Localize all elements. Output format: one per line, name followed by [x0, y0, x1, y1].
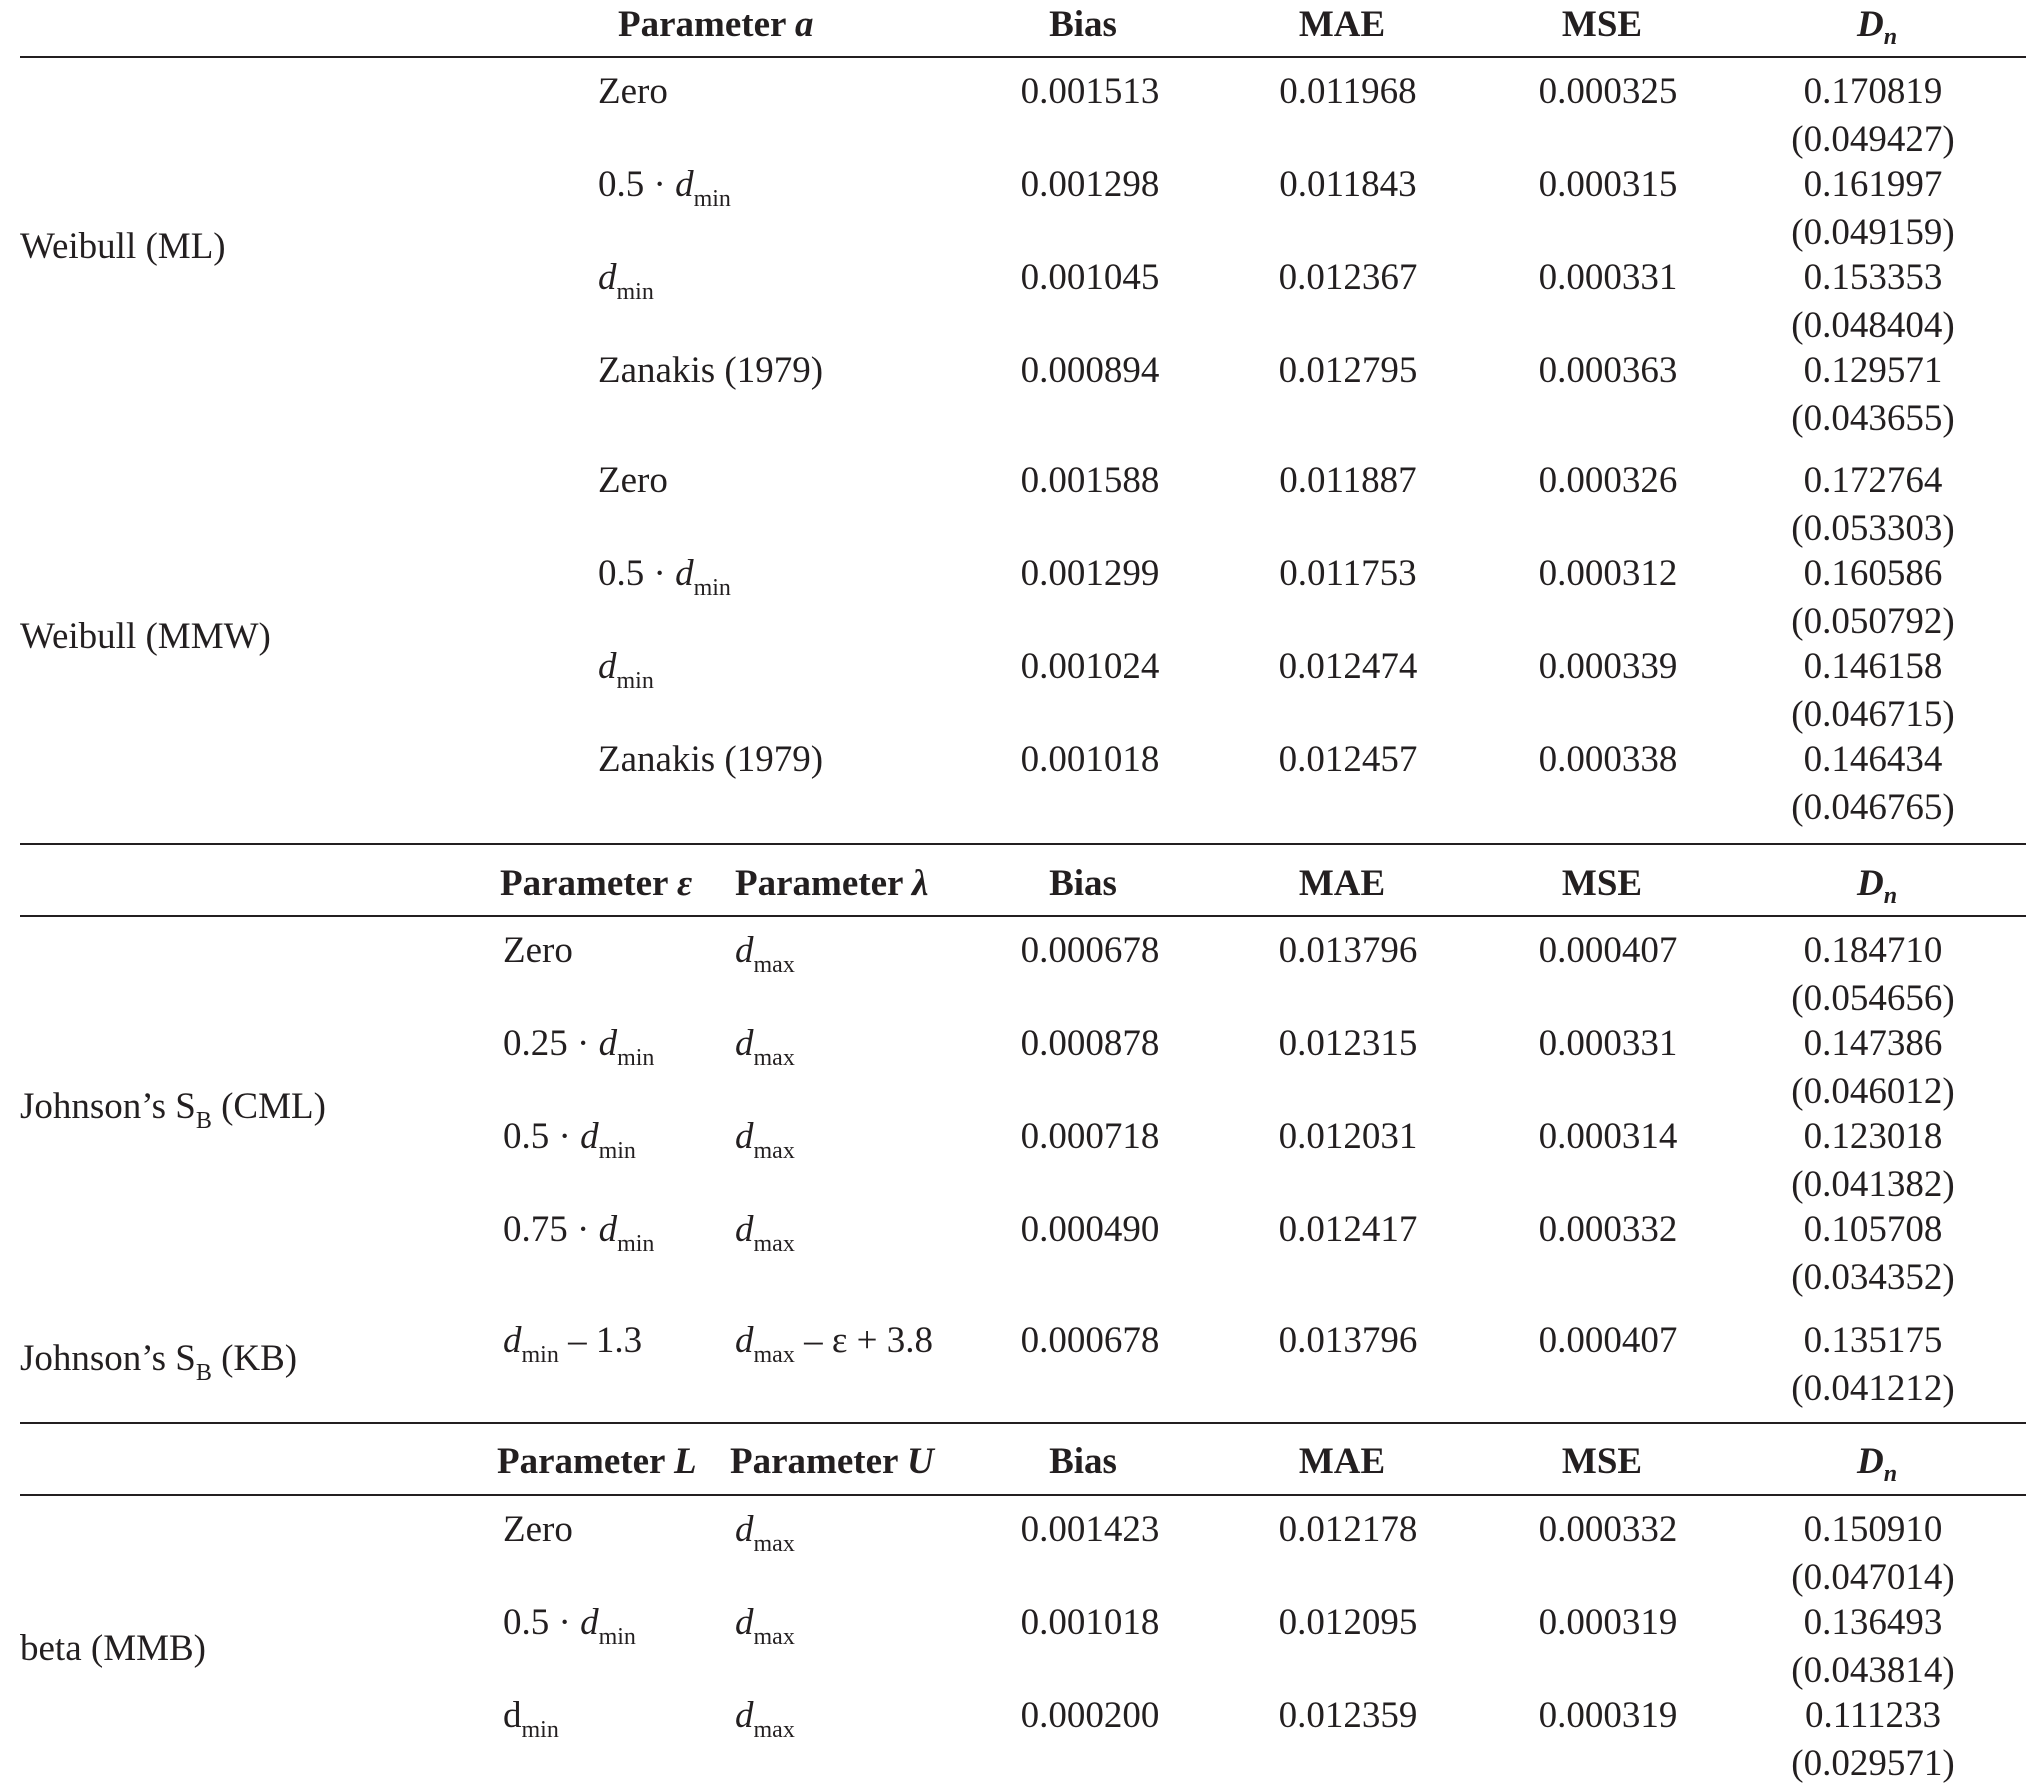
param-l-cell: [503, 1695, 559, 1743]
param-l-cell: [503, 1602, 636, 1650]
bias-cell: 0.000878: [1020, 1023, 1160, 1064]
param-epsilon-cell: Zero: [503, 930, 573, 971]
dn-cell: 0.136493: [1803, 1602, 1943, 1643]
cell-subscript: min: [617, 1231, 655, 1257]
dn-se-cell: (0.054656): [1791, 978, 1955, 1019]
header-rule: [20, 915, 2026, 917]
cell-symbol: d: [580, 1116, 599, 1157]
cell-symbol: d: [503, 1320, 522, 1361]
cell-subscript: max: [753, 1138, 795, 1164]
param-lambda-cell: [735, 1209, 795, 1257]
header-dn: [1856, 4, 1898, 50]
cell-symbol: d: [735, 1116, 754, 1157]
cell-symbol: d: [675, 164, 694, 205]
label-text: (KB): [211, 1338, 298, 1379]
dn-cell: 0.105708: [1803, 1209, 1943, 1250]
dn-cell: 0.147386: [1803, 1023, 1943, 1064]
param-l-cell: Zero: [503, 1509, 573, 1550]
dn-se-cell: (0.047014): [1791, 1557, 1955, 1598]
mse-cell: 0.000331: [1538, 1023, 1678, 1064]
cell-symbol: d: [735, 1509, 754, 1550]
mae-cell: 0.012417: [1278, 1209, 1418, 1250]
dn-se-cell: (0.048404): [1791, 305, 1955, 346]
mae-cell: 0.012178: [1278, 1509, 1418, 1550]
dn-se-cell: (0.029571): [1791, 1743, 1955, 1784]
group-label-weibull-mmw: Weibull (MMW): [20, 616, 271, 657]
dn-cell: 0.135175: [1803, 1320, 1943, 1361]
label-subscript: B: [195, 1360, 212, 1386]
dn-cell: 0.111233: [1804, 1695, 1942, 1736]
dn-se-cell: (0.041212): [1791, 1368, 1955, 1409]
cell-symbol: d: [598, 646, 617, 687]
param-epsilon-cell: [503, 1023, 655, 1071]
header-bias: Bias: [1049, 4, 1117, 45]
dn-se-cell: (0.046715): [1791, 694, 1955, 735]
cell-text: 0.5 ·: [503, 1602, 581, 1643]
header-subscript: n: [1883, 24, 1898, 50]
cell-text: 0.5 ·: [598, 553, 676, 594]
mse-cell: 0.000363: [1538, 350, 1678, 391]
mae-cell: 0.012795: [1278, 350, 1418, 391]
dn-se-cell: (0.049427): [1791, 119, 1955, 160]
param-u-cell: [735, 1509, 795, 1557]
param-lambda-cell: [735, 1320, 933, 1368]
cell-symbol: d: [735, 1320, 754, 1361]
bias-cell: 0.001018: [1020, 739, 1160, 780]
cell-text: – ε + 3.8: [794, 1320, 933, 1361]
param-a-cell: Zanakis (1979): [598, 350, 824, 391]
param-u-cell: [735, 1695, 795, 1743]
mse-cell: 0.000314: [1538, 1116, 1678, 1157]
header-symbol: U: [907, 1441, 934, 1482]
header-parameter-a: [618, 6, 814, 43]
mse-cell: 0.000332: [1538, 1209, 1678, 1250]
cell-subscript: min: [693, 186, 731, 212]
mse-cell: 0.000331: [1538, 257, 1678, 298]
header-parameter-epsilon: [500, 865, 692, 902]
mae-cell: 0.012457: [1278, 739, 1418, 780]
header-mae: MAE: [1298, 863, 1386, 904]
mse-cell: 0.000338: [1538, 739, 1678, 780]
param-a-cell: [598, 553, 731, 601]
mae-cell: 0.012315: [1278, 1023, 1418, 1064]
dn-cell: 0.184710: [1803, 930, 1943, 971]
bias-cell: 0.001423: [1020, 1509, 1160, 1550]
dn-cell: 0.170819: [1803, 71, 1943, 112]
header-mse: MSE: [1561, 4, 1643, 45]
mae-cell: 0.012359: [1278, 1695, 1418, 1736]
header-text: D: [1856, 863, 1884, 904]
mae-cell: 0.013796: [1278, 1320, 1418, 1361]
cell-subscript: max: [753, 1342, 795, 1368]
section-rule: [20, 843, 2026, 845]
label-text: (CML): [211, 1086, 326, 1127]
header-mse: MSE: [1561, 863, 1643, 904]
cell-symbol: d: [598, 257, 617, 298]
param-a-cell: [598, 164, 731, 212]
cell-symbol: d: [735, 1209, 754, 1250]
dn-cell: 0.172764: [1803, 460, 1943, 501]
dn-se-cell: (0.034352): [1791, 1257, 1955, 1298]
dn-cell: 0.160586: [1803, 553, 1943, 594]
mae-cell: 0.011753: [1279, 553, 1417, 594]
header-subscript: n: [1883, 883, 1898, 909]
header-text: Parameter: [735, 863, 913, 904]
header-text: Parameter: [497, 1441, 675, 1482]
group-label-beta-mmb: beta (MMB): [20, 1628, 206, 1669]
param-epsilon-cell: [503, 1209, 655, 1257]
mae-cell: 0.011968: [1279, 71, 1417, 112]
cell-symbol: d: [675, 553, 694, 594]
bias-cell: 0.001588: [1020, 460, 1160, 501]
header-bias: Bias: [1049, 863, 1117, 904]
cell-subscript: min: [521, 1342, 559, 1368]
cell-subscript: min: [521, 1717, 559, 1743]
header-symbol: a: [795, 4, 814, 45]
bias-cell: 0.001045: [1020, 257, 1160, 298]
mae-cell: 0.011887: [1279, 460, 1417, 501]
param-lambda-cell: [735, 1116, 795, 1164]
dn-se-cell: (0.053303): [1791, 508, 1955, 549]
header-symbol: λ: [912, 863, 929, 904]
param-a-cell: [598, 646, 654, 694]
cell-symbol: d: [735, 1695, 754, 1736]
label-text: Johnson’s S: [20, 1338, 196, 1379]
param-a-cell: Zanakis (1979): [598, 739, 824, 780]
bias-cell: 0.001018: [1020, 1602, 1160, 1643]
dn-se-cell: (0.049159): [1791, 212, 1955, 253]
dn-cell: 0.146158: [1803, 646, 1943, 687]
cell-subscript: max: [753, 1531, 795, 1557]
cell-subscript: min: [693, 575, 731, 601]
mse-cell: 0.000332: [1538, 1509, 1678, 1550]
cell-subscript: min: [617, 1045, 655, 1071]
cell-subscript: max: [753, 952, 795, 978]
bias-cell: 0.001298: [1020, 164, 1160, 205]
dn-se-cell: (0.046765): [1791, 787, 1955, 828]
mae-cell: 0.012367: [1278, 257, 1418, 298]
cell-text: 0.5 ·: [503, 1116, 581, 1157]
bias-cell: 0.001513: [1020, 71, 1160, 112]
dn-se-cell: (0.046012): [1791, 1071, 1955, 1112]
group-label-johnson-cml: [20, 1086, 326, 1134]
cell-symbol: d: [735, 930, 754, 971]
bias-cell: 0.000718: [1020, 1116, 1160, 1157]
bias-cell: 0.000678: [1020, 930, 1160, 971]
mse-cell: 0.000407: [1538, 930, 1678, 971]
mae-cell: 0.012095: [1278, 1602, 1418, 1643]
cell-text: 0.5 ·: [598, 164, 676, 205]
header-text: D: [1856, 1441, 1884, 1482]
cell-subscript: max: [753, 1045, 795, 1071]
header-mae: MAE: [1298, 1441, 1386, 1482]
cell-subscript: min: [616, 279, 654, 305]
mse-cell: 0.000326: [1538, 460, 1678, 501]
mse-cell: 0.000319: [1538, 1602, 1678, 1643]
bias-cell: 0.000200: [1020, 1695, 1160, 1736]
dn-se-cell: (0.050792): [1791, 601, 1955, 642]
group-label-weibull-ml: Weibull (ML): [20, 226, 226, 267]
mae-cell: 0.011843: [1279, 164, 1417, 205]
mse-cell: 0.000325: [1538, 71, 1678, 112]
cell-symbol: d: [598, 1209, 618, 1250]
param-lambda-cell: [735, 930, 795, 978]
mse-cell: 0.000315: [1538, 164, 1678, 205]
param-epsilon-cell: [503, 1116, 636, 1164]
mse-cell: 0.000319: [1538, 1695, 1678, 1736]
label-subscript: B: [195, 1108, 212, 1134]
param-a-cell: [598, 257, 654, 305]
group-label-johnson-kb: [20, 1338, 298, 1386]
param-lambda-cell: [735, 1023, 795, 1071]
cell-text: 0.25 ·: [503, 1023, 599, 1064]
cell-subscript: min: [616, 668, 654, 694]
bias-cell: 0.001299: [1020, 553, 1160, 594]
header-text: Parameter: [730, 1441, 908, 1482]
header-parameter-u: [730, 1443, 934, 1480]
dn-se-cell: (0.041382): [1791, 1164, 1955, 1205]
header-parameter-l: [497, 1443, 697, 1480]
dn-cell: 0.153353: [1803, 257, 1943, 298]
label-text: Johnson’s S: [20, 1086, 196, 1127]
header-mse: MSE: [1561, 1441, 1643, 1482]
bias-cell: 0.001024: [1020, 646, 1160, 687]
cell-text: d: [503, 1695, 522, 1736]
bias-cell: 0.000894: [1020, 350, 1160, 391]
mse-cell: 0.000339: [1538, 646, 1678, 687]
header-mae: MAE: [1298, 4, 1386, 45]
dn-cell: 0.129571: [1803, 350, 1943, 391]
dn-cell: 0.150910: [1803, 1509, 1943, 1550]
header-dn: [1856, 1441, 1898, 1487]
header-text: D: [1856, 4, 1884, 45]
header-symbol: ε: [677, 863, 693, 904]
cell-subscript: min: [598, 1138, 636, 1164]
header-parameter-lambda: [735, 865, 928, 902]
param-a-cell: Zero: [598, 71, 668, 112]
header-text: Parameter: [618, 4, 796, 45]
cell-subscript: min: [598, 1624, 636, 1650]
cell-subscript: max: [753, 1231, 795, 1257]
header-symbol: L: [674, 1441, 697, 1482]
section-rule: [20, 1422, 2026, 1424]
dn-cell: 0.146434: [1803, 739, 1943, 780]
header-rule: [20, 1494, 2026, 1496]
param-a-cell: Zero: [598, 460, 668, 501]
cell-symbol: d: [735, 1602, 754, 1643]
dn-cell: 0.123018: [1803, 1116, 1943, 1157]
cell-text: 0.75 ·: [503, 1209, 599, 1250]
mae-cell: 0.012031: [1278, 1116, 1418, 1157]
dn-se-cell: (0.043655): [1791, 398, 1955, 439]
param-epsilon-cell: [503, 1320, 643, 1368]
cell-symbol: d: [598, 1023, 618, 1064]
bias-cell: 0.000678: [1020, 1320, 1160, 1361]
cell-text: – 1.3: [558, 1320, 643, 1361]
mae-cell: 0.013796: [1278, 930, 1418, 971]
header-bias: Bias: [1049, 1441, 1117, 1482]
mse-cell: 0.000407: [1538, 1320, 1678, 1361]
cell-subscript: max: [753, 1717, 795, 1743]
dn-se-cell: (0.043814): [1791, 1650, 1955, 1691]
mse-cell: 0.000312: [1538, 553, 1678, 594]
cell-symbol: d: [580, 1602, 599, 1643]
header-dn: [1856, 863, 1898, 909]
table-top-rule: [20, 56, 2026, 58]
cell-symbol: d: [735, 1023, 754, 1064]
cell-subscript: max: [753, 1624, 795, 1650]
bias-cell: 0.000490: [1020, 1209, 1160, 1250]
param-u-cell: [735, 1602, 795, 1650]
header-subscript: n: [1883, 1461, 1898, 1487]
dn-cell: 0.161997: [1803, 164, 1943, 205]
header-text: Parameter: [500, 863, 678, 904]
mae-cell: 0.012474: [1278, 646, 1418, 687]
